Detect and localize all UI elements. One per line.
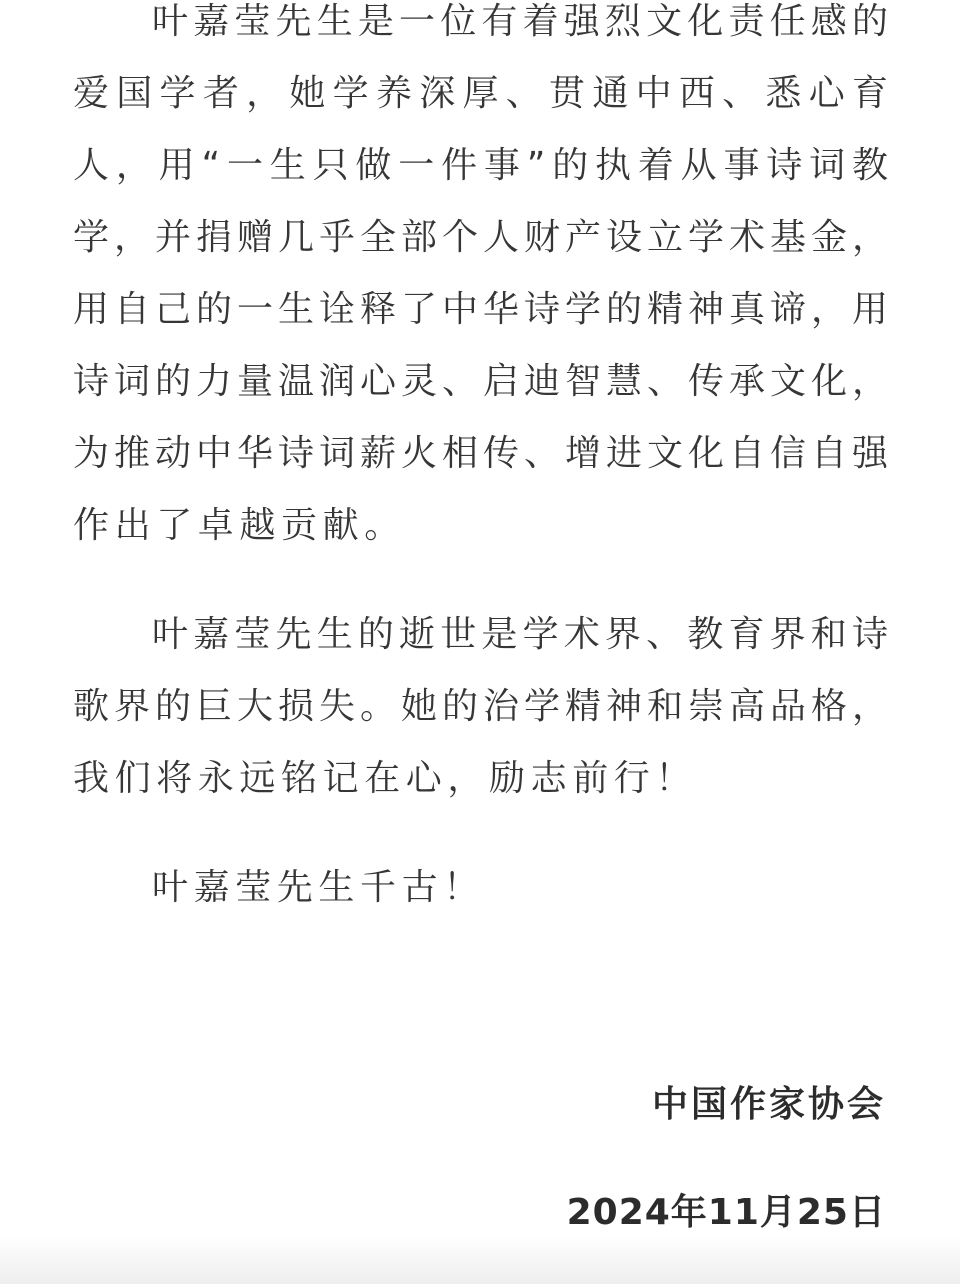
paragraph-1-line-5: 用自己的一生诠释了中华诗学的精神真谛，用 [73,289,888,330]
paragraph-2-line-3: 我们将永远铭记在心，励志前行！ [73,758,698,799]
paragraph-1-line-4: 学，并捐赠几乎全部个人财产设立学术基金， [73,217,888,258]
paragraph-1-line-6: 诗词的力量温润心灵、启迪智慧、传承文化， [73,361,888,402]
paragraph-1-line-7: 为推动中华诗词薪火相传、增进文化自信自强 [73,433,888,474]
paragraph-2-line-1: 叶嘉莹先生的逝世是学术界、教育界和诗 [152,614,888,655]
paragraph-2-line-2: 歌界的巨大损失。她的治学精神和崇高品格， [73,686,888,727]
paragraph-3-line-1: 叶嘉莹先生千古！ [152,867,485,908]
paragraph-1-line-1: 叶嘉莹先生是一位有着强烈文化责任感的 [152,1,888,42]
paragraph-1-line-2: 爱国学者，她学养深厚、贯通中西、悉心育 [73,73,888,114]
bottom-fade [0,1236,960,1284]
signature-organization: 中国作家协会 [651,1084,886,1125]
paragraph-1-line-8: 作出了卓越贡献。 [73,505,406,546]
paragraph-1-line-3: 人，用“一生只做一件事”的执着从事诗词教 [73,145,888,186]
signature-date: 2024年11月25日 [566,1192,886,1233]
